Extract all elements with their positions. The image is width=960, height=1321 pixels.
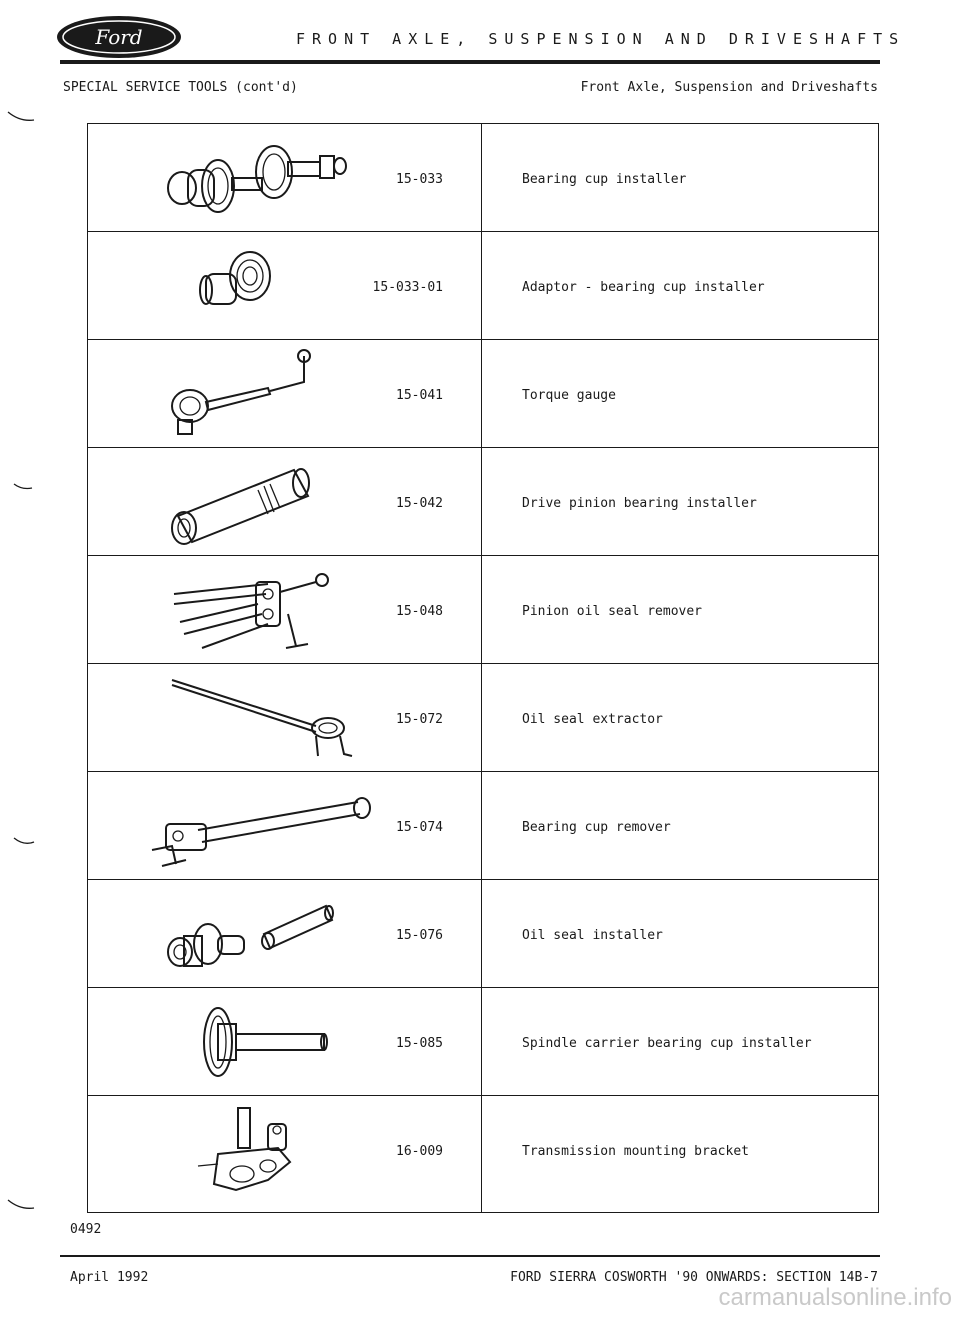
table-row	[88, 448, 878, 556]
tool-description: Oil seal installer	[522, 928, 663, 943]
tool-image-cell	[88, 880, 482, 987]
spindle-installer-icon	[118, 996, 378, 1088]
mounting-bracket-icon	[118, 1104, 378, 1196]
tool-number: 15-076	[396, 928, 443, 943]
bearing-cup-remover-icon	[118, 780, 378, 872]
section-label: SPECIAL SERVICE TOOLS (cont'd)	[63, 80, 298, 95]
margin-mark	[0, 832, 60, 852]
adaptor-icon	[118, 240, 378, 332]
tool-description: Adaptor - bearing cup installer	[522, 280, 765, 295]
manual-reference: FORD SIERRA COSWORTH '90 ONWARDS: SECTION 14B-7	[510, 1270, 878, 1285]
tool-image-cell	[88, 124, 482, 231]
seal-installer-icon	[118, 888, 378, 980]
bearing-cup-installer-icon	[118, 132, 378, 224]
tool-number: 15-072	[396, 712, 443, 727]
section-title: Front Axle, Suspension and Driveshafts	[580, 80, 878, 95]
seal-remover-icon	[118, 564, 378, 656]
tool-description: Bearing cup installer	[522, 172, 687, 187]
watermark: carmanualsonline.info	[718, 1284, 952, 1311]
table-row	[88, 124, 878, 232]
table-row	[88, 1096, 878, 1212]
tool-number: 15-041	[396, 388, 443, 403]
tool-description: Drive pinion bearing installer	[522, 496, 757, 511]
tool-description: Pinion oil seal remover	[522, 604, 703, 619]
tool-number: 15-074	[396, 820, 443, 835]
tool-image-cell	[88, 664, 482, 771]
tool-description: Torque gauge	[522, 388, 616, 403]
tool-description: Oil seal extractor	[522, 712, 663, 727]
tool-number: 15-033	[396, 172, 443, 187]
svg-text:Ford: Ford	[95, 25, 143, 49]
table-row	[88, 232, 878, 340]
torque-gauge-icon	[118, 348, 378, 440]
tool-image-cell	[88, 556, 482, 663]
tool-number: 16-009	[396, 1144, 443, 1159]
table-row	[88, 772, 878, 880]
document-code: 0492	[70, 1222, 102, 1237]
header-divider	[60, 60, 880, 64]
seal-extractor-icon	[118, 672, 378, 764]
tool-image-cell	[88, 772, 482, 879]
tool-description: Bearing cup remover	[522, 820, 671, 835]
tool-image-cell	[88, 448, 482, 555]
publication-date: April 1992	[70, 1270, 149, 1285]
table-row	[88, 556, 878, 664]
tool-number: 15-042	[396, 496, 443, 511]
margin-mark	[0, 478, 60, 498]
tool-image-cell	[88, 232, 482, 339]
tool-number: 15-085	[396, 1036, 443, 1051]
chapter-title: FRONT AXLE, SUSPENSION AND DRIVESHAFTS	[296, 30, 906, 48]
tool-image-cell	[88, 1096, 482, 1212]
tool-number: 15-048	[396, 604, 443, 619]
margin-mark	[0, 1196, 60, 1216]
tool-table	[87, 123, 879, 1213]
margin-mark	[0, 108, 60, 128]
tool-description: Spindle carrier bearing cup installer	[522, 1036, 812, 1051]
ford-logo	[55, 14, 183, 60]
drive-pinion-installer-icon	[118, 456, 378, 548]
table-row	[88, 340, 878, 448]
footer-divider	[60, 1255, 880, 1257]
table-row	[88, 988, 878, 1096]
tool-number: 15-033-01	[372, 280, 443, 295]
table-row	[88, 664, 878, 772]
table-row	[88, 880, 878, 988]
tool-image-cell	[88, 988, 482, 1095]
tool-description: Transmission mounting bracket	[522, 1144, 749, 1159]
tool-image-cell	[88, 340, 482, 447]
